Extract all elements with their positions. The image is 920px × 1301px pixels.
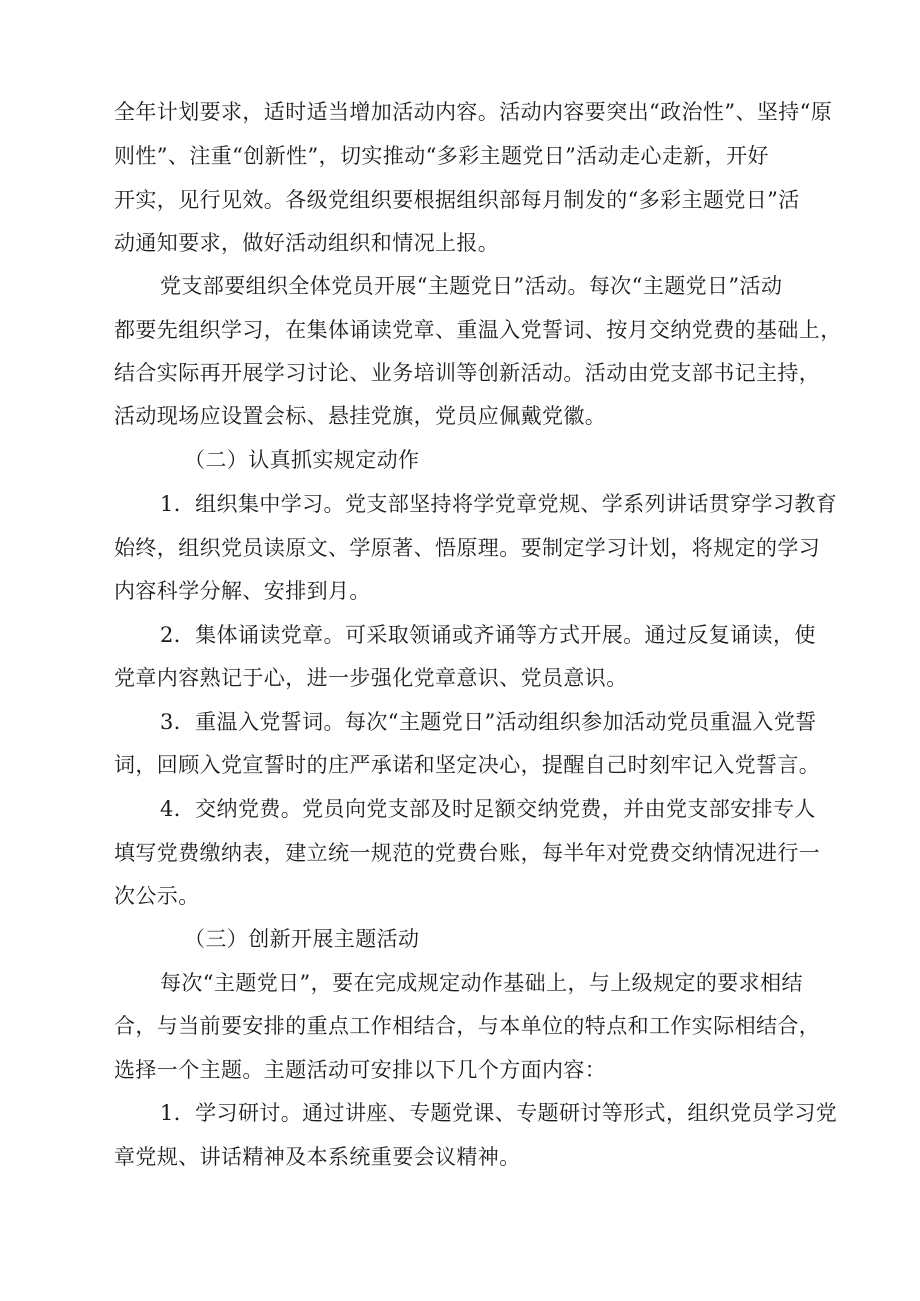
paragraph-line: 章党规、讲话精神及本系统重要会议精神。 <box>114 1145 521 1169</box>
paragraph-line: 动通知要求，做好活动组织和情况上报。 <box>114 231 500 255</box>
paragraph-line: 都要先组织学习，在集体诵读党章、重温入党誓词、按月交纳党费的基础上， <box>114 318 842 342</box>
paragraph-line: 3．重温入党誓词。每次“主题党日”活动组织参加活动党员重温入党誓 <box>160 710 817 734</box>
paragraph-line: 选择一个主题。主题活动可安排以下几个方面内容： <box>114 1058 607 1082</box>
paragraph-line: 4．交纳党费。党员向党支部及时足额交纳党费，并由党支部安排专人 <box>160 797 816 821</box>
paragraph-line: 每次“主题党日”，要在完成规定动作基础上，与上级规定的要求相结 <box>160 971 803 995</box>
paragraph-line: 1．组织集中学习。党支部坚持将学党章党规、学系列讲话贯穿学习教育 <box>160 492 838 516</box>
paragraph-line: 1．学习研讨。通过讲座、专题党课、专题研讨等形式，组织党员学习党 <box>160 1101 838 1125</box>
paragraph-line: 2．集体诵读党章。可采取领诵或齐诵等方式开展。通过反复诵读，使 <box>160 623 816 647</box>
paragraph-line: 活动现场应设置会标、悬挂党旗，党员应佩戴党徽。 <box>114 404 607 428</box>
paragraph-line: 党章内容熟记于心，进一步强化党章意识、党员意识。 <box>114 666 628 690</box>
paragraph-line: 始终，组织党员读原文、学原著、悟原理。要制定学习计划，将规定的学习 <box>114 536 821 560</box>
section-heading: （二）认真抓实规定动作 <box>184 448 420 472</box>
paragraph-line: 党支部要组织全体党员开展“主题党日”活动。每次“主题党日”活动 <box>160 274 783 298</box>
paragraph-line: 合，与当前要安排的重点工作相结合，与本单位的特点和工作实际相结合， <box>114 1014 821 1038</box>
paragraph-line: 内容科学分解、安排到月。 <box>114 579 371 603</box>
paragraph-line: 填写党费缴纳表，建立统一规范的党费台账，每半年对党费交纳情况进行一 <box>114 841 821 865</box>
paragraph-line: 开实，见行见效。各级党组织要根据组织部每月制发的“多彩主题党日”活 <box>114 188 800 212</box>
paragraph-line: 全年计划要求，适时适当增加活动内容。活动内容要突出“政治性”、坚持“原 <box>114 100 833 124</box>
section-heading: （三）创新开展主题活动 <box>184 927 420 951</box>
paragraph-line: 次公示。 <box>114 884 200 908</box>
paragraph-line: 结合实际再开展学习讨论、业务培训等创新活动。活动由党支部书记主持， <box>114 361 821 385</box>
paragraph-line: 词，回顾入党宣誓时的庄严承诺和坚定决心，提醒自己时刻牢记入党誓言。 <box>114 753 821 777</box>
paragraph-line: 则性”、注重“创新性”，切实推动“多彩主题党日”活动走心走新，开好 <box>114 144 769 168</box>
